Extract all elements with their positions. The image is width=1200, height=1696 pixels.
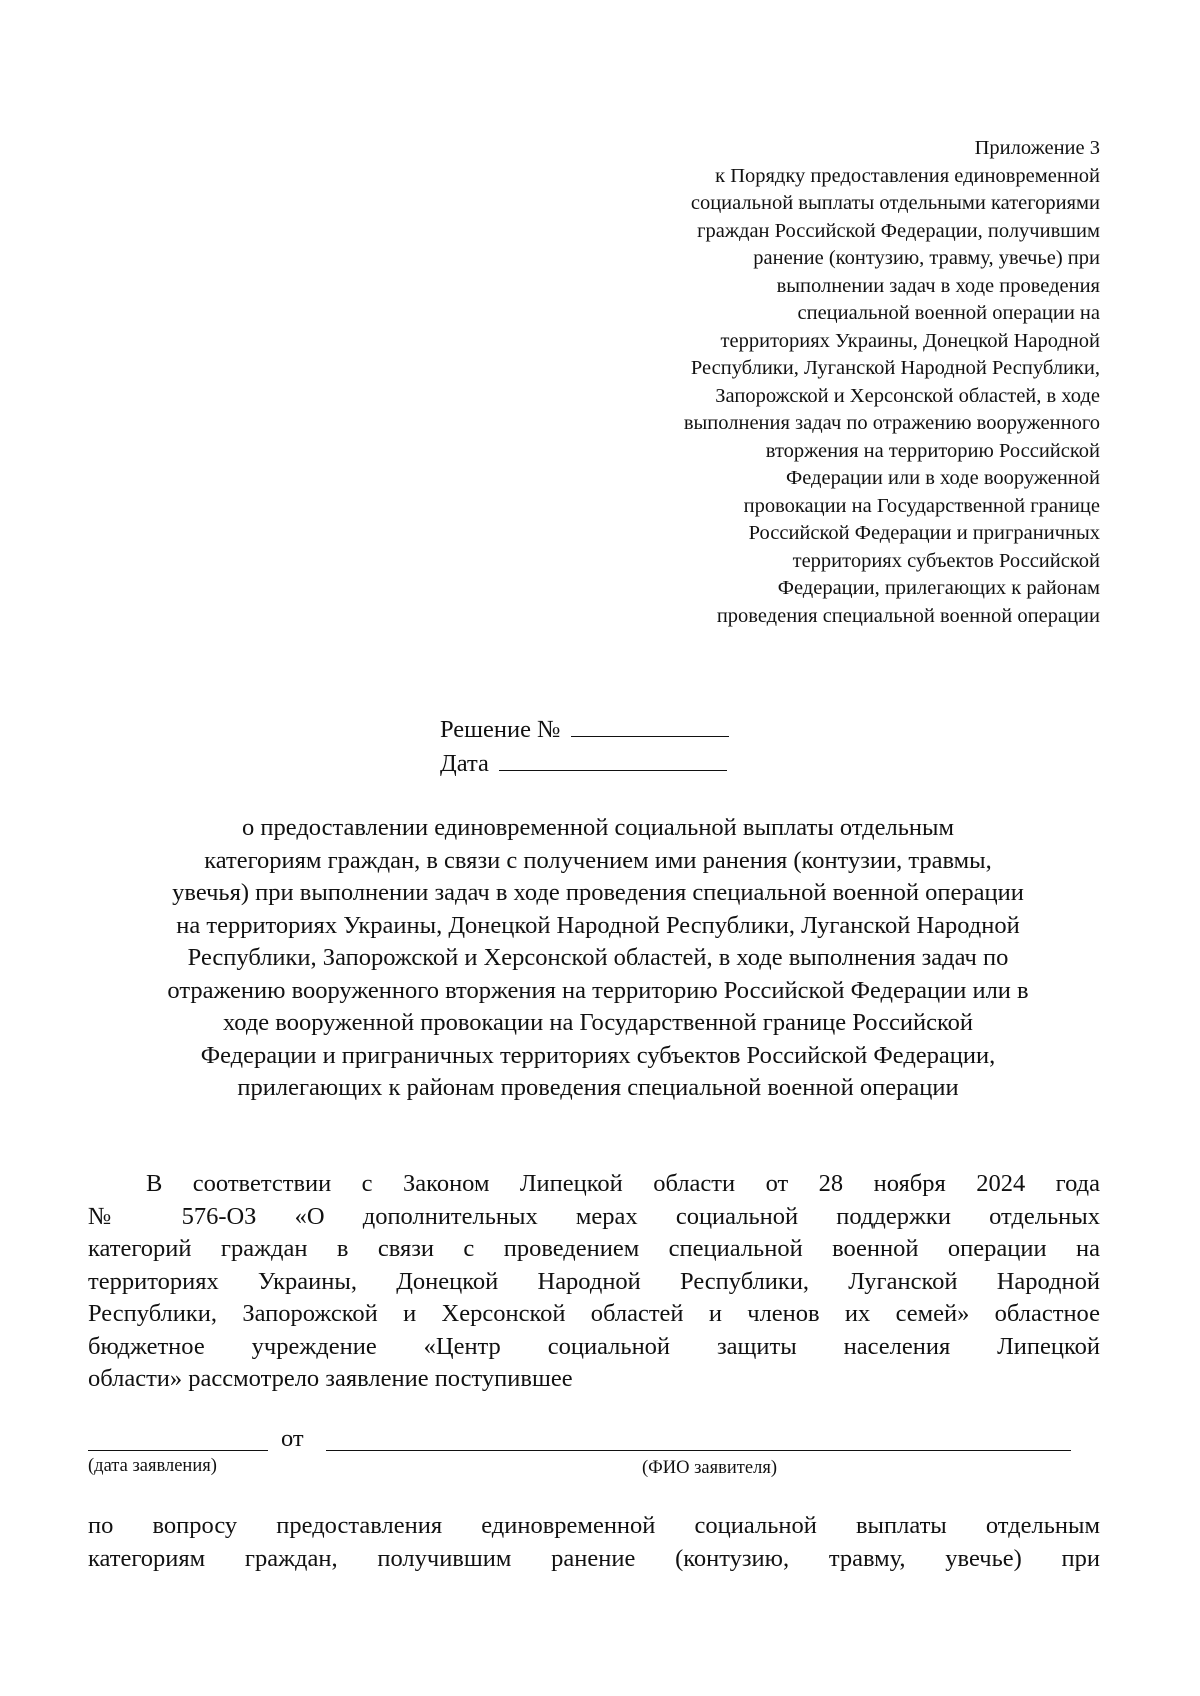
title-line: ходе вооруженной провокации на Государственной границе Российской <box>222 1009 974 1036</box>
title-line: отражению вооруженного вторжения на территорию Российской Федерации или в <box>167 976 1029 1004</box>
appendix-line: Приложение 3 <box>974 137 1100 159</box>
title-line: увечья) при выполнении задач в ходе проведения специальной военной операции <box>172 879 1024 906</box>
decision-date-row <box>440 746 729 780</box>
appendix-line: вторжения на территорию Российской <box>765 439 1100 462</box>
body-line: категорий граждан в связи с проведением специальной военной операции на <box>88 1235 1100 1262</box>
body-line: бюджетное учреждение «Центр социальной защиты населения Липецкой <box>88 1332 1100 1360</box>
body-paragraph <box>88 1168 1100 1396</box>
appendix-line: граждан Российской Федерации, получившим <box>697 219 1100 242</box>
body-paragraph-2 <box>88 1510 1100 1575</box>
application-date-caption: (дата заявления) <box>88 1456 217 1476</box>
from-word: от <box>281 1425 304 1452</box>
title-line: Федерации и приграничных территориях субъектов Российской Федерации, <box>200 1041 996 1069</box>
body-line: В соответствии с Законом Липецкой области от 28 ноября 2024 года <box>146 1170 1100 1197</box>
decision-date-label: Дата <box>440 750 489 777</box>
decision-number-label: Решение № <box>440 716 561 743</box>
title-line: о предоставлении единовременной социальной выплаты отдельным <box>242 814 954 841</box>
application-from-line <box>88 1424 1100 1494</box>
applicant-name-caption: (ФИО заявителя) <box>642 1458 777 1478</box>
appendix-line: провокации на Государственной границе <box>743 494 1100 517</box>
decision-number-field[interactable] <box>571 712 729 737</box>
appendix-line: выполнении задач в ходе проведения <box>776 274 1100 297</box>
title-line: категориям граждан, в связи с получением ими ранения (контузии, травмы, <box>204 846 992 874</box>
document-title <box>78 812 1118 1105</box>
title-line: прилегающих к районам проведения специальной военной операции <box>237 1074 959 1101</box>
appendix-line: Российской Федерации и приграничных <box>748 522 1100 544</box>
applicant-name-field[interactable] <box>326 1450 1071 1451</box>
title-line: на территориях Украины, Донецкой Народной Республики, Луганской Народной <box>176 911 1020 939</box>
body2-line: по вопросу предоставления единовременной социальной выплаты отдельным <box>88 1512 1100 1539</box>
appendix-line: социальной выплаты отдельными категориями <box>690 192 1100 214</box>
appendix-line: территориях субъектов Российской <box>792 549 1100 572</box>
appendix-line: проведения специальной военной операции <box>716 604 1100 627</box>
body-line: территориях Украины, Донецкой Народной Республики, Луганской Народной <box>88 1267 1100 1295</box>
appendix-line: Республики, Луганской Народной Республики, <box>690 357 1100 379</box>
application-date-field[interactable] <box>88 1450 268 1451</box>
appendix-line: Запорожской и Херсонской областей, в ходе <box>715 384 1100 407</box>
appendix-line: к Порядку предоставления единовременной <box>715 164 1100 187</box>
appendix-line: Федерации, прилегающих к районам <box>777 577 1100 599</box>
appendix-line: Федерации или в ходе вооруженной <box>786 467 1100 489</box>
appendix-line: территориях Украины, Донецкой Народной <box>720 329 1100 352</box>
appendix-line: выполнения задач по отражению вооруженного <box>683 412 1100 434</box>
body2-line: категориям граждан, получившим ранение (контузию, травму, увечье) при <box>88 1544 1100 1572</box>
body-line: области» рассмотрело заявление поступившее <box>88 1365 573 1392</box>
appendix-header <box>560 135 1100 630</box>
title-line: Республики, Запорожской и Херсонской областей, в ходе выполнения задач по <box>187 944 1009 971</box>
body-line: Республики, Запорожской и Херсонской областей и членов их семей» областное <box>88 1300 1100 1327</box>
decision-block <box>440 712 729 780</box>
body-line: № 576-ОЗ «О дополнительных мерах социальной поддержки отдельных <box>88 1202 1100 1230</box>
decision-number-row <box>440 712 729 746</box>
appendix-line: специальной военной операции на <box>797 302 1100 324</box>
decision-date-field[interactable] <box>499 746 727 771</box>
appendix-line: ранение (контузию, травму, увечье) при <box>753 247 1100 269</box>
